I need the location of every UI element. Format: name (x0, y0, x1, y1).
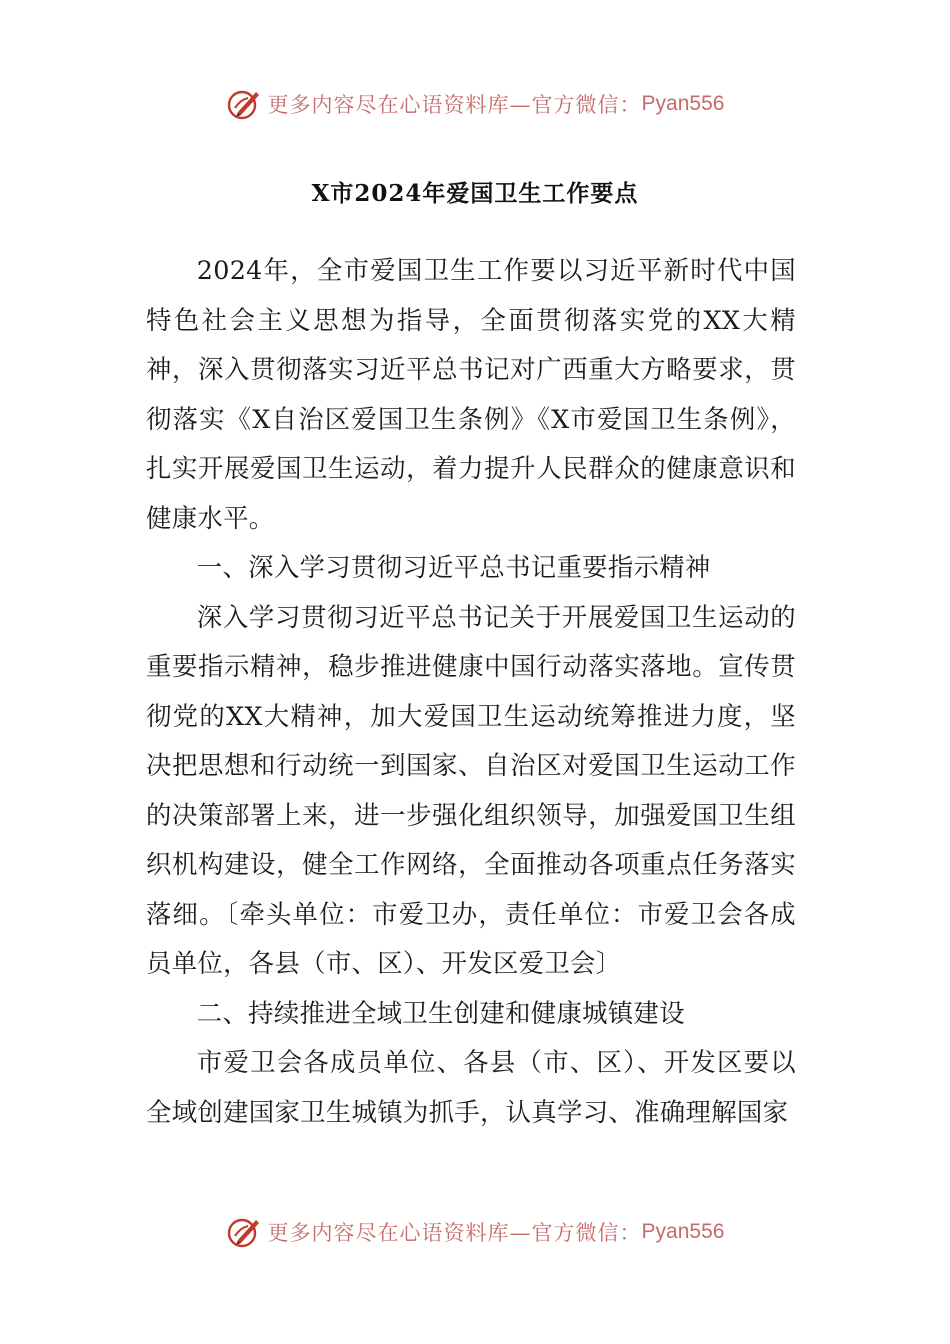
section-1-paragraph: 深入学习贯彻习近平总书记关于开展爱国卫生运动的重要指示精神，稳步推进健康中国行动落实落地。宣传贯彻党的XX大精神，加大爱国卫生运动统筹推进力度，坚决把思想和行动统一到国家、自治区对爱国卫生运动工作的决策部署上来，进一步强化组织领导，加强爱国卫生组织机构建设，健全工作网络，全面推动各项重点任务落实落细。〔牵头单位：市爱卫办，责任单位：市爱卫会各成员单位，各县（市、区）、开发区爱卫会〕 (146, 601, 796, 978)
document-body (146, 246, 796, 1137)
watermark-footer (0, 1212, 950, 1252)
watermark-wechat-id: Pyan556 (641, 1220, 725, 1243)
section-2-paragraph: 市爱卫会各成员单位、各县（市、区）、开发区要以全域创建国家卫生城镇为抓手，认真学习、准确理解国家 (146, 1047, 796, 1127)
watermark-header (0, 84, 950, 124)
document-title: X市2024年爱国卫生工作要点 (311, 180, 639, 207)
section-heading-2: 二、持续推进全域卫生创建和健康城镇建设 (196, 997, 685, 1028)
pen-logo-icon (226, 1214, 262, 1250)
watermark-site-text: 更多内容尽在心语资料库—官方微信： (267, 1221, 642, 1245)
intro-paragraph: 2024年，全市爱国卫生工作要以习近平新时代中国特色社会主义思想为指导，全面贯彻落实党的XX大精神，深入贯彻落实习近平总书记对广西重大方略要求，贯彻落实《X自治区爱国卫生条例》《X市爱国卫生条例》，扎实开展爱国卫生运动，着力提升人民群众的健康意识和健康水平。 (146, 255, 796, 533)
watermark-wechat-id: Pyan556 (641, 92, 725, 115)
section-heading-1: 一、深入学习贯彻习近平总书记重要指示精神 (196, 552, 711, 582)
watermark-site-text: 更多内容尽在心语资料库—官方微信： (267, 93, 642, 117)
pen-logo-icon (226, 86, 262, 122)
